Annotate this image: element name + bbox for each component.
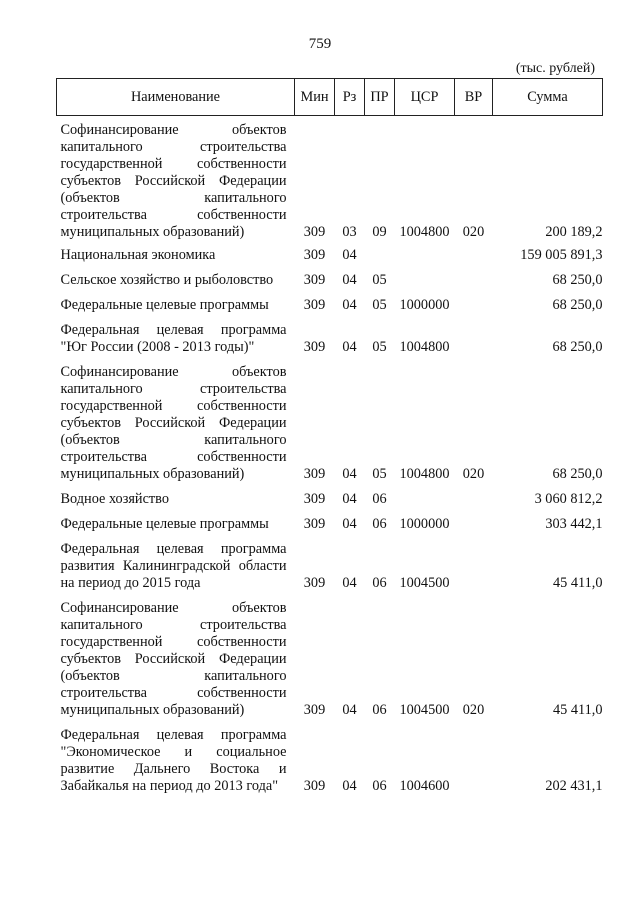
cell-csr: 1004500 [399,702,450,718]
table-row [57,600,603,727]
cell-sum: 3 060 812,2 [534,491,603,507]
cell-min: 309 [303,575,326,591]
header-name: Наименование [57,79,295,116]
cell-name: Федеральная целевая программа "Экономическое и социальное развитие Дальнего Востока и Забайкалья на период до 2013 года" [60,727,287,794]
cell-min: 309 [303,778,326,794]
cell-pr: 06 [372,575,387,591]
cell-vr [455,727,493,803]
cell-name: Софинансирование объектов капитального строительства государственной собственности субъектов Российской Федерации (объектов капитального строительства собственности муниципальных образований) [60,600,287,718]
header-min: Мин [295,79,335,116]
cell-min: 309 [303,516,326,532]
cell-csr [395,491,455,516]
cell-min: 309 [303,466,326,482]
cell-vr [455,297,493,322]
cell-name: Национальная экономика [60,247,216,263]
cell-pr: 06 [372,516,387,532]
header-rz: Рз [335,79,365,116]
cell-csr: 1004800 [399,339,450,355]
table-row [57,364,603,491]
cell-rz: 04 [342,575,357,591]
cell-name: Федеральная целевая программа развития Калининградской области на период до 2015 года [60,541,287,591]
cell-name: Софинансирование объектов капитального строительства государственной собственности субъектов Российской Федерации (объектов капитального строительства собственности муниципальных образований) [60,122,287,240]
cell-pr: 05 [372,272,387,288]
header-sum: Сумма [493,79,603,116]
cell-pr: 09 [372,224,387,240]
cell-rz: 04 [342,247,357,263]
cell-name: Федеральная целевая программа "Юг России (2008 - 2013 годы)" [60,322,287,355]
table-row [57,116,603,248]
cell-csr: 1000000 [399,297,450,313]
cell-csr [395,272,455,297]
cell-name: Федеральные целевые программы [60,516,269,532]
cell-csr [395,247,455,272]
cell-name: Софинансирование объектов капитального строительства государственной собственности субъектов Российской Федерации (объектов капитального строительства собственности муниципальных образований) [60,364,287,482]
cell-sum: 159 005 891,3 [520,247,603,263]
cell-pr: 05 [372,339,387,355]
cell-min: 309 [303,272,326,288]
header-pr: ПР [365,79,395,116]
cell-rz: 03 [342,224,357,240]
cell-sum: 200 189,2 [545,224,603,240]
cell-name: Федеральные целевые программы [60,297,269,313]
cell-vr [455,272,493,297]
cell-sum: 202 431,1 [545,778,603,794]
cell-sum: 303 442,1 [545,516,603,532]
cell-min: 309 [303,224,326,240]
cell-csr: 1004600 [399,778,450,794]
cell-vr [455,516,493,541]
header-csr: ЦСР [395,79,455,116]
cell-name: Водное хозяйство [60,491,169,507]
table-row [57,727,603,803]
cell-pr: 06 [372,702,387,718]
cell-rz: 04 [342,516,357,532]
header-vr: ВР [455,79,493,116]
cell-name: Сельское хозяйство и рыболовство [60,272,274,288]
cell-min: 309 [303,297,326,313]
table-row [57,491,603,516]
table-row [57,516,603,541]
cell-vr [455,491,493,516]
cell-rz: 04 [342,466,357,482]
page-number: 759 [308,36,332,52]
cell-sum: 68 250,0 [552,466,603,482]
header-row [57,79,603,116]
cell-sum: 68 250,0 [552,339,603,355]
cell-csr: 1004800 [399,466,450,482]
cell-rz: 04 [342,297,357,313]
cell-rz: 04 [342,339,357,355]
cell-csr: 1000000 [399,516,450,532]
cell-sum: 68 250,0 [552,297,603,313]
cell-rz: 04 [342,272,357,288]
cell-sum: 45 411,0 [552,575,603,591]
cell-pr [365,247,395,272]
cell-vr: 020 [462,224,485,240]
cell-csr: 1004500 [399,575,450,591]
cell-pr: 05 [372,297,387,313]
cell-vr [455,247,493,272]
cell-sum: 68 250,0 [552,272,603,288]
cell-vr [455,541,493,600]
cell-sum: 45 411,0 [552,702,603,718]
cell-pr: 05 [372,466,387,482]
table-row [57,247,603,272]
cell-vr: 020 [462,702,485,718]
cell-min: 309 [303,339,326,355]
cell-vr [455,322,493,364]
cell-vr: 020 [462,466,485,482]
cell-rz: 04 [342,702,357,718]
units-label: (тыс. рублей) [515,61,595,76]
table-row [57,297,603,322]
cell-min: 309 [303,491,326,507]
table-row [57,541,603,600]
cell-min: 309 [303,702,326,718]
cell-pr: 06 [372,778,387,794]
cell-rz: 04 [342,491,357,507]
cell-csr: 1004800 [399,224,450,240]
cell-pr: 06 [372,491,387,507]
table-row [57,322,603,364]
table-row [57,272,603,297]
cell-rz: 04 [342,778,357,794]
cell-min: 309 [303,247,326,263]
budget-table [56,78,603,803]
